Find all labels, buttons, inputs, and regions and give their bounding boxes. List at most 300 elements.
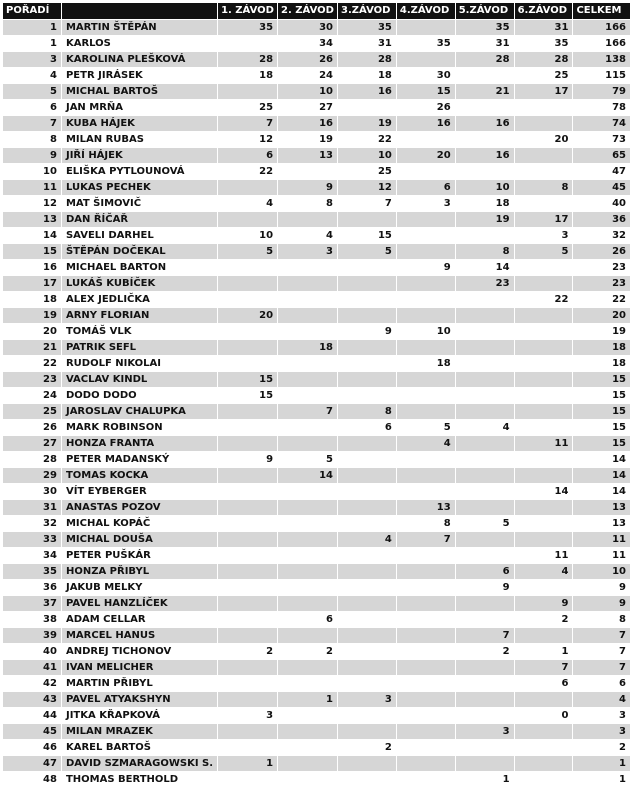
cell-total: 36 [573, 212, 631, 228]
cell-rank: 42 [3, 676, 62, 692]
cell-race-4: 7 [396, 532, 455, 548]
cell-race-3: 7 [338, 196, 397, 212]
cell-total: 13 [573, 500, 631, 516]
table-row [3, 164, 631, 180]
cell-race-4: 30 [396, 68, 455, 84]
cell-total: 138 [573, 52, 631, 68]
cell-race-1 [218, 548, 278, 564]
cell-rank: 46 [3, 740, 62, 756]
cell-race-1 [218, 36, 278, 52]
table-row [3, 260, 631, 276]
table-row [3, 132, 631, 148]
cell-race-2 [278, 324, 338, 340]
cell-total: 79 [573, 84, 631, 100]
cell-name: ADAM CELLAR [61, 612, 217, 628]
cell-rank: 44 [3, 708, 62, 724]
cell-race-1 [218, 324, 278, 340]
cell-name: MARTIN ŠTĚPÁN [61, 20, 217, 36]
cell-race-3 [338, 340, 397, 356]
cell-name: MILAN MRAZEK [61, 724, 217, 740]
cell-race-4 [396, 740, 455, 756]
cell-total: 3 [573, 724, 631, 740]
cell-name: ALEX JEDLIČKA [61, 292, 217, 308]
cell-race-1 [218, 740, 278, 756]
cell-race-3 [338, 676, 397, 692]
cell-race-2: 8 [278, 196, 338, 212]
cell-name: DAVID SZMARAGOWSKI S. [61, 756, 217, 772]
cell-race-5 [455, 532, 514, 548]
cell-race-3 [338, 484, 397, 500]
cell-race-3: 12 [338, 180, 397, 196]
cell-race-4 [396, 132, 455, 148]
cell-race-3 [338, 292, 397, 308]
cell-race-6: 25 [514, 68, 573, 84]
cell-total: 26 [573, 244, 631, 260]
cell-rank: 29 [3, 468, 62, 484]
cell-race-4 [396, 628, 455, 644]
cell-rank: 23 [3, 372, 62, 388]
cell-race-5 [455, 484, 514, 500]
cell-race-5 [455, 612, 514, 628]
cell-race-4: 26 [396, 100, 455, 116]
cell-name: LUKÁŠ KUBÍČEK [61, 276, 217, 292]
cell-race-1 [218, 516, 278, 532]
cell-race-5: 19 [455, 212, 514, 228]
cell-rank: 36 [3, 580, 62, 596]
header-race-3: 3.ZÁVOD [338, 3, 397, 20]
cell-total: 2 [573, 740, 631, 756]
cell-race-1: 1 [218, 756, 278, 772]
cell-race-5: 5 [455, 516, 514, 532]
cell-rank: 37 [3, 596, 62, 612]
cell-race-5 [455, 660, 514, 676]
cell-race-5: 16 [455, 116, 514, 132]
cell-race-1: 12 [218, 132, 278, 148]
cell-race-4 [396, 52, 455, 68]
cell-race-2 [278, 532, 338, 548]
cell-race-5 [455, 500, 514, 516]
cell-race-5 [455, 692, 514, 708]
cell-race-2 [278, 676, 338, 692]
header-row [3, 3, 631, 20]
table-row [3, 196, 631, 212]
cell-race-6: 1 [514, 644, 573, 660]
cell-race-3 [338, 308, 397, 324]
cell-race-6 [514, 148, 573, 164]
cell-race-4 [396, 596, 455, 612]
cell-race-5: 8 [455, 244, 514, 260]
cell-race-1 [218, 340, 278, 356]
cell-race-2 [278, 772, 338, 788]
cell-race-1: 15 [218, 388, 278, 404]
cell-race-4 [396, 452, 455, 468]
cell-race-5 [455, 708, 514, 724]
cell-race-4: 20 [396, 148, 455, 164]
table-row [3, 548, 631, 564]
cell-race-5 [455, 452, 514, 468]
cell-race-6 [514, 772, 573, 788]
table-row [3, 324, 631, 340]
cell-race-3 [338, 260, 397, 276]
cell-race-5 [455, 548, 514, 564]
cell-race-6: 4 [514, 564, 573, 580]
cell-name: JAROSLAV CHALUPKA [61, 404, 217, 420]
cell-race-3 [338, 580, 397, 596]
cell-race-1 [218, 404, 278, 420]
cell-race-1 [218, 596, 278, 612]
cell-name: JITKA KŘAPKOVÁ [61, 708, 217, 724]
cell-name: TOMAS KOCKA [61, 468, 217, 484]
table-row [3, 228, 631, 244]
cell-name: KAROLINA PLEŠKOVÁ [61, 52, 217, 68]
cell-race-4 [396, 708, 455, 724]
table-row [3, 484, 631, 500]
cell-race-3 [338, 500, 397, 516]
cell-race-2 [278, 308, 338, 324]
cell-total: 22 [573, 292, 631, 308]
table-row [3, 724, 631, 740]
cell-race-6 [514, 500, 573, 516]
cell-total: 11 [573, 532, 631, 548]
cell-total: 23 [573, 276, 631, 292]
cell-total: 115 [573, 68, 631, 84]
cell-race-6 [514, 420, 573, 436]
cell-race-1 [218, 292, 278, 308]
cell-race-4: 10 [396, 324, 455, 340]
cell-race-3 [338, 212, 397, 228]
cell-rank: 16 [3, 260, 62, 276]
cell-name: KARLOS [61, 36, 217, 52]
cell-rank: 32 [3, 516, 62, 532]
cell-race-1: 3 [218, 708, 278, 724]
cell-race-5: 28 [455, 52, 514, 68]
header-race-4: 4.ZÁVOD [396, 3, 455, 20]
cell-race-3 [338, 548, 397, 564]
cell-race-4: 13 [396, 500, 455, 516]
header-name-blank [61, 3, 217, 20]
cell-race-2: 6 [278, 612, 338, 628]
cell-race-3: 6 [338, 420, 397, 436]
cell-race-2: 34 [278, 36, 338, 52]
cell-race-4: 35 [396, 36, 455, 52]
results-body [3, 20, 631, 788]
cell-race-5 [455, 292, 514, 308]
cell-race-6 [514, 532, 573, 548]
table-row [3, 100, 631, 116]
cell-race-1 [218, 532, 278, 548]
cell-race-4 [396, 548, 455, 564]
cell-race-3: 28 [338, 52, 397, 68]
cell-rank: 25 [3, 404, 62, 420]
cell-race-2 [278, 596, 338, 612]
cell-race-5 [455, 324, 514, 340]
cell-rank: 43 [3, 692, 62, 708]
table-row [3, 20, 631, 36]
cell-rank: 18 [3, 292, 62, 308]
cell-race-2: 27 [278, 100, 338, 116]
cell-rank: 34 [3, 548, 62, 564]
cell-race-3: 19 [338, 116, 397, 132]
header-race-2: 2. ZÁVOD [278, 3, 338, 20]
cell-race-6: 0 [514, 708, 573, 724]
cell-rank: 22 [3, 356, 62, 372]
cell-race-6: 11 [514, 436, 573, 452]
cell-race-5 [455, 132, 514, 148]
cell-name: MICHAEL BARTON [61, 260, 217, 276]
cell-rank: 47 [3, 756, 62, 772]
cell-race-4: 3 [396, 196, 455, 212]
table-row [3, 452, 631, 468]
table-row [3, 468, 631, 484]
cell-race-3 [338, 436, 397, 452]
cell-race-1: 28 [218, 52, 278, 68]
cell-race-5: 18 [455, 196, 514, 212]
cell-rank: 28 [3, 452, 62, 468]
cell-race-6: 8 [514, 180, 573, 196]
cell-race-2: 5 [278, 452, 338, 468]
cell-total: 19 [573, 324, 631, 340]
table-row [3, 68, 631, 84]
cell-race-4 [396, 724, 455, 740]
cell-race-3 [338, 452, 397, 468]
cell-race-1 [218, 84, 278, 100]
cell-name: VÍT EYBERGER [61, 484, 217, 500]
cell-name: PATRIK SEFL [61, 340, 217, 356]
cell-race-3 [338, 708, 397, 724]
cell-total: 74 [573, 116, 631, 132]
cell-race-3 [338, 756, 397, 772]
cell-race-4 [396, 244, 455, 260]
cell-race-5: 6 [455, 564, 514, 580]
cell-total: 65 [573, 148, 631, 164]
cell-race-2 [278, 212, 338, 228]
cell-name: MARCEL HANUS [61, 628, 217, 644]
cell-race-3: 8 [338, 404, 397, 420]
cell-race-5 [455, 68, 514, 84]
cell-race-2: 3 [278, 244, 338, 260]
cell-rank: 10 [3, 164, 62, 180]
table-row [3, 644, 631, 660]
cell-race-6 [514, 628, 573, 644]
cell-race-1 [218, 180, 278, 196]
cell-race-2 [278, 564, 338, 580]
cell-race-4 [396, 772, 455, 788]
cell-total: 45 [573, 180, 631, 196]
cell-race-4 [396, 212, 455, 228]
table-row [3, 436, 631, 452]
cell-race-2: 4 [278, 228, 338, 244]
table-row [3, 116, 631, 132]
cell-race-1 [218, 436, 278, 452]
table-row [3, 500, 631, 516]
cell-race-4 [396, 580, 455, 596]
cell-total: 14 [573, 484, 631, 500]
cell-name: LUKAS PECHEK [61, 180, 217, 196]
cell-name: VACLAV KINDL [61, 372, 217, 388]
cell-race-1: 15 [218, 372, 278, 388]
cell-total: 15 [573, 420, 631, 436]
cell-rank: 4 [3, 68, 62, 84]
cell-name: JIŘÍ HÁJEK [61, 148, 217, 164]
table-row [3, 740, 631, 756]
cell-race-2 [278, 516, 338, 532]
cell-rank: 19 [3, 308, 62, 324]
cell-race-6 [514, 452, 573, 468]
cell-race-3 [338, 596, 397, 612]
cell-race-6: 17 [514, 212, 573, 228]
cell-race-6: 3 [514, 228, 573, 244]
cell-race-2: 14 [278, 468, 338, 484]
table-row [3, 580, 631, 596]
cell-race-1 [218, 580, 278, 596]
cell-race-2 [278, 548, 338, 564]
cell-race-5 [455, 740, 514, 756]
cell-rank: 6 [3, 100, 62, 116]
cell-race-1 [218, 468, 278, 484]
cell-name: SAVELI DARHEL [61, 228, 217, 244]
cell-total: 32 [573, 228, 631, 244]
cell-race-2 [278, 260, 338, 276]
table-row [3, 772, 631, 788]
cell-total: 8 [573, 612, 631, 628]
cell-race-1 [218, 500, 278, 516]
cell-rank: 26 [3, 420, 62, 436]
table-row [3, 532, 631, 548]
cell-race-1: 9 [218, 452, 278, 468]
cell-rank: 41 [3, 660, 62, 676]
cell-race-2: 16 [278, 116, 338, 132]
cell-race-2 [278, 420, 338, 436]
cell-race-1: 4 [218, 196, 278, 212]
cell-name: TOMÁŠ VLK [61, 324, 217, 340]
cell-race-6: 14 [514, 484, 573, 500]
cell-race-6: 9 [514, 596, 573, 612]
header-race-1: 1. ZÁVOD [218, 3, 278, 20]
cell-race-6 [514, 388, 573, 404]
cell-race-1 [218, 212, 278, 228]
cell-race-2 [278, 708, 338, 724]
table-row [3, 564, 631, 580]
table-row [3, 628, 631, 644]
cell-race-3 [338, 100, 397, 116]
cell-race-5 [455, 676, 514, 692]
cell-race-6: 2 [514, 612, 573, 628]
cell-race-3 [338, 388, 397, 404]
table-row [3, 148, 631, 164]
cell-race-4: 18 [396, 356, 455, 372]
cell-race-5 [455, 388, 514, 404]
cell-race-1 [218, 676, 278, 692]
cell-race-3 [338, 564, 397, 580]
cell-rank: 3 [3, 52, 62, 68]
cell-race-3: 4 [338, 532, 397, 548]
cell-race-6 [514, 724, 573, 740]
cell-name: JAN MRŇA [61, 100, 217, 116]
cell-race-4 [396, 756, 455, 772]
cell-race-2: 13 [278, 148, 338, 164]
cell-race-2 [278, 436, 338, 452]
cell-race-6 [514, 756, 573, 772]
table-row [3, 244, 631, 260]
table-row [3, 308, 631, 324]
cell-race-2 [278, 756, 338, 772]
cell-race-6: 31 [514, 20, 573, 36]
cell-race-6: 7 [514, 660, 573, 676]
cell-total: 4 [573, 692, 631, 708]
cell-race-2 [278, 740, 338, 756]
cell-race-3: 10 [338, 148, 397, 164]
cell-race-1 [218, 484, 278, 500]
cell-total: 78 [573, 100, 631, 116]
cell-total: 1 [573, 756, 631, 772]
cell-race-2 [278, 500, 338, 516]
cell-name: KUBA HÁJEK [61, 116, 217, 132]
cell-name: IVAN MELICHER [61, 660, 217, 676]
cell-name: MICHAL BARTOŠ [61, 84, 217, 100]
cell-race-6 [514, 468, 573, 484]
cell-race-5: 10 [455, 180, 514, 196]
cell-race-6 [514, 356, 573, 372]
cell-race-3 [338, 724, 397, 740]
cell-name: HONZA FRANTA [61, 436, 217, 452]
cell-race-2 [278, 484, 338, 500]
cell-total: 13 [573, 516, 631, 532]
cell-rank: 8 [3, 132, 62, 148]
cell-race-5 [455, 228, 514, 244]
cell-race-4: 8 [396, 516, 455, 532]
cell-race-4 [396, 404, 455, 420]
cell-race-2: 26 [278, 52, 338, 68]
cell-race-3 [338, 276, 397, 292]
cell-total: 15 [573, 388, 631, 404]
cell-race-3: 22 [338, 132, 397, 148]
cell-total: 14 [573, 468, 631, 484]
cell-race-4 [396, 468, 455, 484]
cell-name: THOMAS BERTHOLD [61, 772, 217, 788]
cell-rank: 20 [3, 324, 62, 340]
cell-name: ŠTĚPÁN DOČEKAL [61, 244, 217, 260]
cell-race-6 [514, 692, 573, 708]
cell-rank: 13 [3, 212, 62, 228]
cell-total: 11 [573, 548, 631, 564]
cell-race-6 [514, 260, 573, 276]
table-row [3, 660, 631, 676]
cell-race-6 [514, 404, 573, 420]
cell-race-1 [218, 628, 278, 644]
cell-race-4: 4 [396, 436, 455, 452]
cell-race-3: 18 [338, 68, 397, 84]
results-table [2, 2, 631, 788]
cell-race-3: 15 [338, 228, 397, 244]
cell-name: DAN ŘÍČAŘ [61, 212, 217, 228]
cell-name: ELIŠKA PYTLOUNOVÁ [61, 164, 217, 180]
cell-race-5: 35 [455, 20, 514, 36]
cell-race-4 [396, 676, 455, 692]
table-row [3, 340, 631, 356]
cell-name: MARTIN PŘIBYL [61, 676, 217, 692]
cell-race-1: 2 [218, 644, 278, 660]
header-rank: POŘADÍ [3, 3, 62, 20]
cell-name: PETER MADANSKÝ [61, 452, 217, 468]
cell-rank: 48 [3, 772, 62, 788]
table-row [3, 292, 631, 308]
cell-race-2: 19 [278, 132, 338, 148]
cell-rank: 31 [3, 500, 62, 516]
cell-name: JAKUB MELKY [61, 580, 217, 596]
cell-race-3 [338, 772, 397, 788]
cell-race-2: 30 [278, 20, 338, 36]
cell-race-6: 35 [514, 36, 573, 52]
